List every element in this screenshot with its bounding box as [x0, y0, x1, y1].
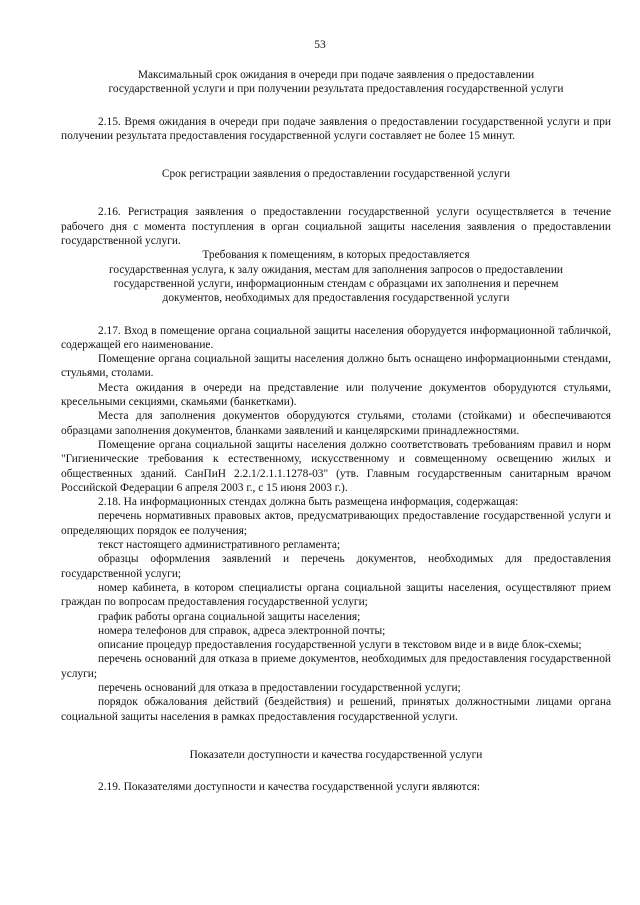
heading-line: государственной услуги, информационным стендам с образцами их заполнения и перечнем [113, 277, 559, 290]
document-body [61, 68, 611, 794]
heading-line: Требования к помещениям, в которых предоставляется [202, 249, 470, 262]
paragraph-2-15: 2.15. Время ожидания в очереди при подаче заявления о предоставлении государственной услуги и при получении результата предоставления государственной услуги составляет не более 15 минут. [61, 115, 611, 142]
list-item: перечень оснований для отказа в предоставлении государственной услуги; [98, 681, 461, 694]
list-item: перечень оснований для отказа в приеме документов, необходимых для предоставления государственной услуги; [61, 653, 611, 680]
paragraph-filling-places: Места для заполнения документов оборудуются стульями, столами (стойками) и обеспечиваются образцами заполнения документов, бланками заявлений и канцелярскими принадлежностями. [61, 410, 611, 437]
heading-line: государственной услуги и при получении результата предоставления государственной услуги [108, 83, 564, 96]
section-heading-wait-time [61, 68, 611, 97]
list-item: график работы органа социальной защиты населения; [98, 610, 361, 623]
list-item: текст настоящего административного регламента; [98, 539, 341, 552]
paragraph-2-16: 2.16. Регистрация заявления о предоставлении государственной услуги осуществляется в течение рабочего дня с момента поступления в орган социальной защиты населения заявления о предоставлении государственной услуги. [61, 206, 611, 248]
heading-line: государственная услуга, к залу ожидания, местам для заполнения запросов о предоставлении [109, 263, 563, 276]
page-number: 53 [314, 39, 326, 51]
list-item: номера телефонов для справок, адреса электронной почты; [98, 624, 386, 637]
list-item: перечень нормативных правовых актов, предусматривающих предоставление государственной услуги и определяющих порядок ее получения; [61, 510, 611, 537]
heading-line: документов, необходимых для предоставления государственной услуги [162, 292, 510, 305]
paragraph-waiting-places: Места ожидания в очереди на представление или получение документов оборудуются стульями, кресельными секциями, скамьями (банкетками). [61, 381, 611, 409]
paragraph-2-17: 2.17. Вход в помещение органа социальной защиты населения оборудуется информационной табличкой, содержащей его наименование. [61, 324, 611, 351]
paragraph-2-18: 2.18. На информационных стендах должна быть размещена информация, содержащая: [98, 496, 519, 509]
section-heading-premises [61, 248, 611, 305]
paragraph-2-19: 2.19. Показателями доступности и качества государственной услуги являются: [98, 781, 481, 794]
list-item: порядок обжалования действий (бездействия) и решений, принятых должностными лицами органа социальной защиты населения в рамках предоставления государственной услуги. [61, 696, 611, 723]
list-item: описание процедур предоставления государственной услуги в текстовом виде и в виде блок-схемы; [98, 639, 582, 652]
list-item: образцы оформления заявлений и перечень документов, необходимых для предоставления государственной услуги; [61, 553, 611, 580]
paragraph-sanpin: Помещение органа социальной защиты населения должно соответствовать требованиям правил и норм "Гигиенические требования к естественному, искусственному и совмещенному освещению жилых и общественных зданий. СанПиН 2.2.1/2.1.1.1278-03" (утв. Главным государственным санитарным врачом Российской Федерации 6 апреля 2003 г., с 15 июня 2003 г.). [61, 438, 611, 494]
section-heading-registration: Срок регистрации заявления о предоставлении государственной услуги [161, 168, 511, 181]
section-heading-accessibility: Показатели доступности и качества государственной услуги [189, 748, 483, 761]
heading-line: Максимальный срок ожидания в очереди при подаче заявления о предоставлении [137, 69, 535, 81]
list-item: номер кабинета, в котором специалисты органа социальной защиты населения, осуществляют прием граждан по вопросам предоставления государственной услуги; [61, 581, 611, 609]
paragraph-premises-equipment: Помещение органа социальной защиты населения должно быть оснащено информационными стендами, стульями, столами. [61, 353, 611, 380]
